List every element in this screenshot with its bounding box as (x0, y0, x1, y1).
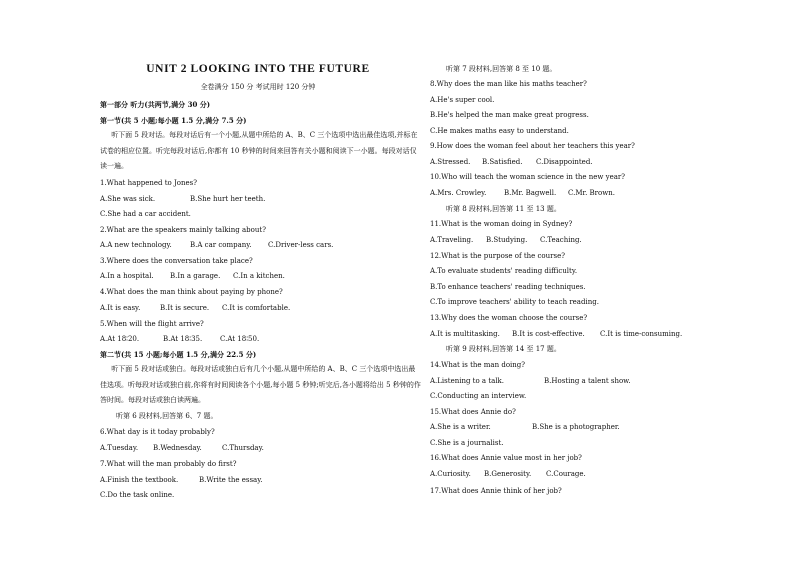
option-2b: B.A car company. (190, 241, 252, 249)
question-13: 13.Why does the woman choose the course? (430, 314, 588, 322)
option-5b: B.At 18∶35. (163, 335, 203, 343)
option-14b: B.Hosting a talent show. (544, 377, 631, 385)
option-5c: C.At 18∶50. (220, 335, 260, 343)
option-4b: B.It is secure. (160, 304, 210, 312)
question-1: 1.What happened to Jones? (100, 179, 198, 187)
option-10b: B.Mr. Bagwell. (504, 189, 557, 197)
question-9: 9.How does the woman feel about her teachers this year? (430, 142, 635, 150)
question-2: 2.What are the speakers mainly talking about? (100, 226, 266, 234)
text7-note: 听第 7 段材料,回答第 8 至 10 题。 (446, 65, 557, 73)
part1-instructions: 听下面 5 段对话。每段对话后有一个小题,从题中所给的 A、B、C 三个选项中选出最佳选项,并标在试卷的相应位置。听完每段对话后,你都有 10 秒钟的时间来回答有关小题和阅读下一小题。每段对话仅读一遍。 (100, 131, 418, 171)
option-8c: C.He makes maths easy to understand. (430, 127, 569, 135)
option-1a: A.She was sick. (100, 195, 156, 203)
option-15b: B.She is a photographer. (532, 423, 620, 431)
option-12c: C.To improve teachers' ability to teach reading. (430, 298, 599, 306)
option-12b: B.To enhance teachers' reading techniques. (430, 283, 586, 291)
text8-note: 听第 8 段材料,回答第 11 至 13 题。 (446, 205, 561, 213)
option-9c: C.Disappointed. (536, 158, 593, 166)
option-6a: A.Tuesday. (100, 444, 139, 452)
part1-heading: 第一节(共 5 小题;每小题 1.5 分,满分 7.5 分) (100, 116, 247, 125)
option-4c: C.It is comfortable. (222, 304, 291, 312)
option-6c: C.Thursday. (222, 444, 264, 452)
option-11c: C.Teaching. (540, 236, 582, 244)
option-11b: B.Studying. (486, 236, 528, 244)
question-3: 3.Where does the conversation take place? (100, 257, 253, 265)
part2-instructions: 听下面 5 段对话或独白。每段对话或独白后有几个小题,从题中所给的 A、B、C 三个选项中选出最佳选项。听每段对话或独白前,你将有时间阅读各个小题,每小题 5 秒钟;听完后,各小题将给出 5 秒钟的作答时间。每段对话或独白读两遍。 (100, 365, 421, 405)
option-11a: A.Traveling. (430, 236, 474, 244)
option-7a: A.Finish the textbook. (100, 476, 179, 484)
option-12a: A.To evaluate students' reading difficulty. (430, 267, 578, 275)
question-17: 17.What does Annie think of her job? (430, 487, 562, 495)
section-heading: 第一部分 听力(共两节,满分 30 分) (100, 100, 211, 109)
option-3b: B.In a garage. (170, 272, 221, 280)
option-14a: A.Listening to a talk. (430, 377, 505, 385)
option-4a: A.It is easy. (100, 304, 141, 312)
text9-note: 听第 9 段材料,回答第 14 至 17 题。 (446, 345, 561, 353)
option-16c: C.Courage. (546, 470, 586, 478)
option-6b: B.Wednesday. (153, 444, 202, 452)
option-13b: B.It is cost-effective. (512, 330, 585, 338)
text6-note: 听第 6 段材料,回答第 6、7 题。 (116, 412, 218, 420)
option-16a: A.Curiosity. (430, 470, 471, 478)
option-2a: A.A new technology. (100, 241, 172, 249)
question-11: 11.What is the woman doing in Sydney? (430, 220, 573, 228)
question-14: 14.What is the man doing? (430, 361, 526, 369)
question-8: 8.Why does the man like his maths teacher? (430, 80, 587, 88)
option-15a: A.She is a writer. (430, 423, 491, 431)
option-1b: B.She hurt her teeth. (190, 195, 266, 203)
option-7c: C.Do the task online. (100, 491, 175, 499)
option-13c: C.It is time-consuming. (600, 330, 683, 338)
question-5: 5.When will the flight arrive? (100, 320, 204, 328)
exam-info: 全卷满分 150 分 考试用时 120 分钟 (200, 83, 316, 91)
option-10c: C.Mr. Brown. (568, 189, 615, 197)
option-8b: B.He's helped the man make great progress. (430, 111, 589, 119)
question-10: 10.Who will teach the woman science in the new year? (430, 173, 626, 181)
page-title: UNIT 2 LOOKING INTO THE FUTURE (146, 63, 370, 75)
option-9b: B.Satisfied. (482, 158, 523, 166)
question-7: 7.What will the man probably do first? (100, 460, 237, 468)
option-5a: A.At 18∶20. (100, 335, 140, 343)
question-15: 15.What does Annie do? (430, 408, 516, 416)
option-2c: C.Driver-less cars. (268, 241, 334, 249)
option-9a: A.Stressed. (430, 158, 471, 166)
option-10a: A.Mrs. Crowley. (430, 189, 487, 197)
question-6: 6.What day is it today probably? (100, 428, 215, 436)
question-4: 4.What does the man think about paying by phone? (100, 288, 283, 296)
option-3c: C.In a kitchen. (233, 272, 285, 280)
option-16b: B.Generosity. (484, 470, 532, 478)
option-8a: A.He's super cool. (430, 96, 495, 104)
option-14c: C.Conducting an interview. (430, 392, 527, 400)
option-3a: A.In a hospital. (100, 272, 154, 280)
option-7b: B.Write the essay. (199, 476, 263, 484)
part2-heading: 第二节(共 15 小题;每小题 1.5 分,满分 22.5 分) (100, 350, 257, 359)
option-13a: A.It is multitasking. (430, 330, 500, 338)
option-15c: C.She is a journalist. (430, 439, 504, 447)
question-12: 12.What is the purpose of the course? (430, 252, 565, 260)
question-16: 16.What does Annie value most in her job? (430, 454, 582, 462)
option-1c: C.She had a car accident. (100, 210, 191, 218)
